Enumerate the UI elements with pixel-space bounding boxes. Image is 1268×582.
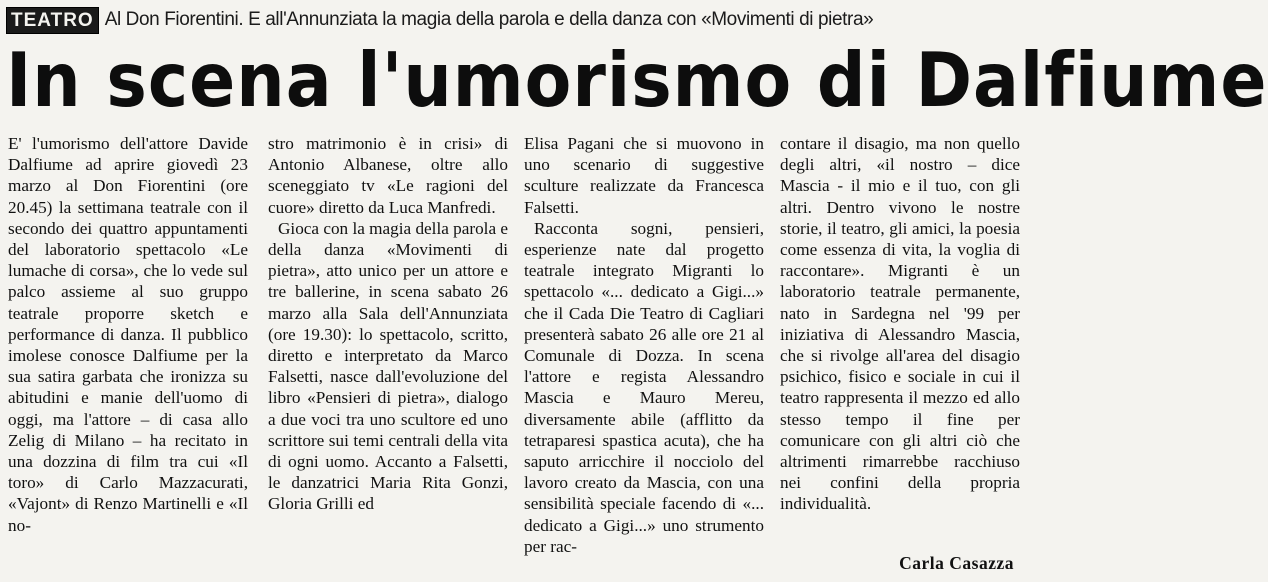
paragraph: Racconta sogni, pensieri, esperienze nate dal progetto teatrale integrato Migranti lo spettacolo «... dedicato a Gigi...» che il Cada Die Teatro di Cagliari presenterà sabato 26 alle ore 21 al Comunale di Dozza. In scena l'attore e regista Alessandro Mascia e Mauro Mereu, diversamente abile (afflitto da tetraparesi spastica acuta), che ha saputo arricchire il nocciolo del lavoro creato da Mascia, con una sensibilità speciale facendo di «... dedicato a Gigi...» uno strumento per rac- [524,218,764,556]
article-column-1 [8,133,248,536]
article-column-4 [780,133,1020,515]
paragraph: stro matrimonio è in crisi» di Antonio Albanese, oltre allo sceneggiato tv «Le ragioni del cuore» diretto da Luca Manfredi. [268,134,508,217]
article-column-2 [268,133,508,515]
paragraph: Elisa Pagani che si muovono in uno scenario di suggestive sculture realizzate da Francesca Falsetti. [524,134,764,217]
article-column-3 [524,133,764,557]
author-byline: Carla Casazza [899,553,1014,573]
paragraph: contare il disagio, ma non quello degli altri, «il nostro – dice Mascia - il mio e il tuo, con gli altri. Dentro vivono le nostre storie, il teatro, gli amici, la poesia come essenza di vita, la voglia di raccontare». Migranti è un laboratorio teatrale permanente, nato in Sardegna nel '99 per iniziativa di Alessandro Mascia, che si rivolge all'area del disagio psichico, fisico e sociale in cui il teatro rappresenta il mezzo ed allo stesso tempo il fine per comunicare con gli altri ciò che altrimenti rimarrebbe racchiuso nei confini della propria individualità. [780,134,1020,514]
kicker-line [6,4,1018,36]
section-tag: TEATRO [6,7,99,34]
headline: In scena l'umorismo di Dalfiume [6,38,1268,125]
kicker-subtitle: Al Don Fiorentini. E all'Annunziata la magia della parola e della danza con «Movimenti di pietra» [104,9,874,30]
paragraph: E' l'umorismo dell'attore Davide Dalfiume ad aprire giovedì 23 marzo al Don Fiorentini (ore 20.45) la settimana teatrale con il secondo dei quattro appuntamenti del laboratorio spettacolo «Le lumache di corsa», che lo vede sul palco assieme al suo gruppo teatrale proporre sketch e performance di danza. Il pubblico imolese conosce Dalfiume per la sua satira garbata che ironizza su abitudini e manie dell'uomo di oggi, ma l'attore – di casa allo Zelig di Milano – ha recitato in una dozzina di film tra cui «Il toro» di Carlo Mazzacurati, «Vajont» di Renzo Martinelli e «Il no- [8,134,248,535]
paragraph: Gioca con la magia della parola e della danza «Movimenti di pietra», atto unico per un attore e tre ballerine, in scena sabato 26 marzo alla Sala dell'Annunziata (ore 19.30): lo spettacolo, scritto, diretto e interpretato da Marco Falsetti, nasce dall'evoluzione del libro «Pensieri di pietra», dialogo a due voci tra uno scultore ed uno scrittore sui temi centrali della vita di ogni uomo. Accanto a Falsetti, le danzatrici Maria Rita Gonzi, Gloria Grilli ed [268,218,509,514]
